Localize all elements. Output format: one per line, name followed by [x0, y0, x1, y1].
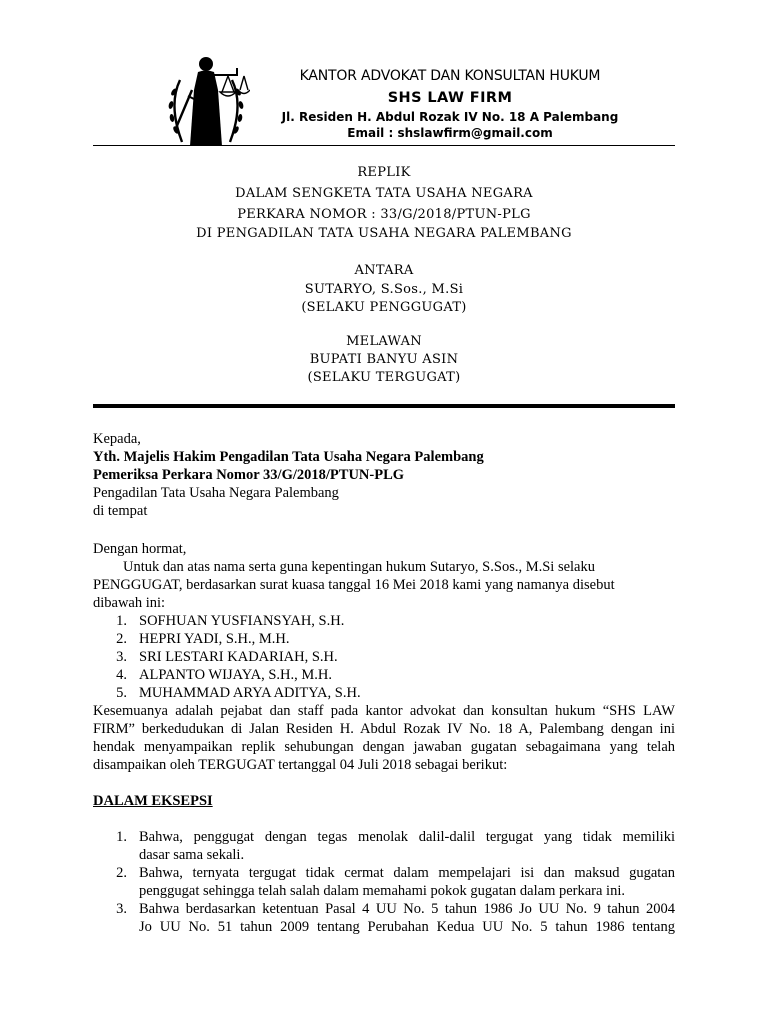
list-number: 3. [116, 901, 127, 917]
greeting: Dengan hormat, [93, 541, 187, 557]
letterhead-divider [93, 145, 675, 146]
list-number: 4. [116, 667, 127, 683]
office-name: KANTOR ADVOKAT DAN KONSULTAN HUKUM [299, 68, 601, 84]
section-heading: DALAM EKSEPSI [93, 793, 213, 809]
intro-line: PENGGUGAT, berdasarkan surat kuasa tanggal 16 Mei 2018 kami yang namanya disebut [93, 577, 615, 593]
eksepsi-line: penggugat sehingga telah salah dalam memahami pokok gugatan dalam perkara ini. [139, 883, 625, 899]
body-paragraph-line: Kesemuanya adalah pejabat dan staff pada kantor advokat dan konsultan hukum “SHS LAW [93, 703, 675, 719]
defendant-role: (SELAKU TERGUGAT) [307, 370, 461, 385]
court-line: Pengadilan Tata Usaha Negara Palembang [93, 485, 339, 501]
intro-line: dibawah ini: [93, 595, 166, 611]
doc-title: REPLIK [357, 165, 411, 180]
doc-court: DI PENGADILAN TATA USAHA NEGARA PALEMBANG [196, 226, 572, 241]
kepada-line: Kepada, [93, 431, 141, 447]
plaintiff-role: (SELAKU PENGGUGAT) [301, 300, 467, 315]
lawyer-name: SOFHUAN YUSFIANSYAH, S.H. [139, 613, 345, 629]
place-line: di tempat [93, 503, 148, 519]
lawyer-name: HEPRI YADI, S.H., M.H. [139, 631, 290, 647]
eksepsi-line: Jo UU No. 51 tahun 2009 tentang Perubahan Kedua UU No. 5 tahun 1986 tentang [139, 919, 675, 935]
list-number: 2. [116, 631, 127, 647]
plaintiff-name: SUTARYO, S.Sos., M.Si [304, 282, 464, 297]
list-number: 2. [116, 865, 127, 881]
firm-name: SHS LAW FIRM [387, 90, 513, 106]
list-number: 5. [116, 685, 127, 701]
eksepsi-line: Bahwa, penggugat dengan tegas menolak dalil-dalil tergugat yang tidak memiliki [139, 829, 675, 845]
list-number: 1. [116, 613, 127, 629]
body-paragraph-line: hendak menyampaikan replik sehubungan dengan jawaban gugatan sebagaimana yang telah [93, 739, 675, 755]
lawyer-name: ALPANTO WIJAYA, S.H., M.H. [139, 667, 332, 683]
lawyer-name: SRI LESTARI KADARIAH, S.H. [139, 649, 338, 665]
firm-address: Jl. Residen H. Abdul Rozak IV No. 18 A Palembang [281, 110, 619, 124]
antara-label: ANTARA [354, 263, 414, 278]
title-divider [93, 404, 675, 408]
doc-subtitle-dispute: DALAM SENGKETA TATA USAHA NEGARA [235, 186, 533, 201]
body-paragraph-line: disampaikan oleh TERGUGAT tertanggal 04 Juli 2018 sebagai berikut: [93, 757, 508, 773]
lawyer-name: MUHAMMAD ARYA ADITYA, S.H. [139, 685, 361, 701]
scales-of-justice-logo-icon [162, 50, 250, 150]
addressee-line: Yth. Majelis Hakim Pengadilan Tata Usaha Negara Palembang [93, 449, 484, 465]
doc-case-number: PERKARA NOMOR : 33/G/2018/PTUN-PLG [237, 207, 531, 222]
eksepsi-line: Bahwa, ternyata tergugat tidak cermat dalam mempelajari isi dan maksud gugatan [139, 865, 675, 881]
melawan-label: MELAWAN [346, 334, 422, 349]
eksepsi-line: dasar sama sekali. [139, 847, 245, 863]
firm-email: Email : shslawfirm@gmail.com [347, 126, 553, 140]
intro-line: Untuk dan atas nama serta guna kepentingan hukum Sutaryo, S.Sos., M.Si selaku [123, 559, 595, 575]
defendant-name: BUPATI BANYU ASIN [309, 352, 459, 367]
eksepsi-line: Bahwa berdasarkan ketentuan Pasal 4 UU No. 5 tahun 1986 Jo UU No. 9 tahun 2004 [139, 901, 675, 917]
list-number: 1. [116, 829, 127, 845]
body-paragraph-line: FIRM” berkedudukan di Jalan Residen H. Abdul Rozak IV No. 18 A, Palembang dengan ini [93, 721, 675, 737]
list-number: 3. [116, 649, 127, 665]
examiner-line: Pemeriksa Perkara Nomor 33/G/2018/PTUN-PLG [93, 467, 405, 483]
